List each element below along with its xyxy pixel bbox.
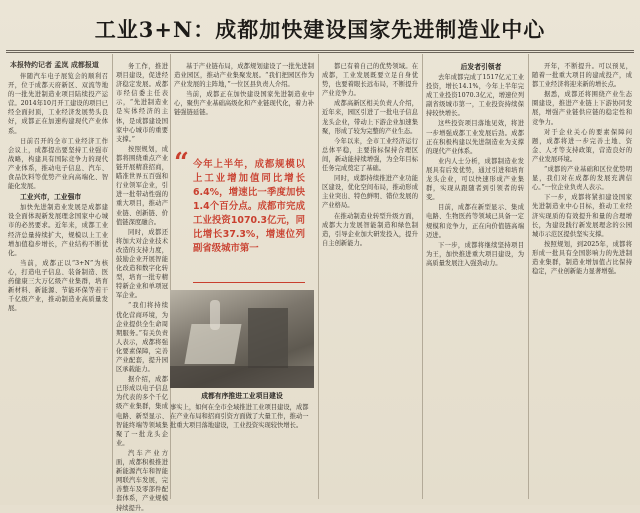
paragraph: 伴随汽车电子展览会的顺利召开，位于成都天府新区、双流等地的一批先进制造业项目陆续投产运营。2014年10月开工建设的项目已经全面封顶，工业经济发展势头良好，成都正在加速构建现代产业体系。 [8,73,108,135]
paragraph: 目前，成都在新型显示、集成电路、生物医药等领域已具备一定规模和竞争力，正在向价值链高端迈进。 [426,204,524,239]
column-4 [322,62,418,497]
paragraph: 业内人士分析，成都制造业发展具有后发优势，通过引进和培育龙头企业，可以快速形成产业集群，实现从跟随者到引领者的转变。 [426,157,524,202]
paragraph: 按照规划，成都将围绕重点产业链开展精准招商，瞄准世界五百强和行业领军企业，引进一批带动性强的重大项目，推动产业链、创新链、价值链深度融合。 [116,145,168,226]
paragraph: 对于企业关心的要素保障问题，成都将进一步完善土地、资金、人才等支持政策，营造良好的产业发展环境。 [532,128,632,163]
column-2 [116,62,168,512]
news-photo [170,290,314,388]
paragraph: 当前，成都正在加快建设国家先进制造业中心，聚焦产业基础高级化和产业链现代化，着力补链强链延链。 [174,91,314,117]
column-6 [532,62,632,497]
paragraph: 都已有着自己的优势领域。在成都，工业发展既要立足自身优势，也要着眼长远布局，不断提升产业竞争力。 [322,63,418,98]
paragraph: 务工作，推进项目建设，促进经济稳定发展。成都市经信委主任表示，“先进制造业是实体经济的主体，是成都建设国家中心城市的重要支撑。” [116,63,168,143]
paragraph: 按照规划，到2025年，成都将形成一批具有全国影响力的先进制造业集群，制造业增加值占比保持稳定，产业创新能力显著增强。 [532,240,632,276]
paragraph: 去年成都完成了1517亿元工业投资，增长14.1%，今年上半年完成工业投资1070.3亿元，增速位列副省级城市第一，工业投资持续保持较快增长。 [426,74,524,118]
paragraph: 开年，不断提升。可以预见，随着一批重大项目的建成投产，成都工业经济将迎来新的增长点。 [532,63,632,89]
paragraph: 下一步，成都将继续坚持项目为王，加快推进重大项目建设，为高质量发展注入强劲动力。 [426,241,524,267]
paragraph: “我们将持续优化营商环境，为企业提供全生命周期服务。”有关负责人表示，成都将强化要素保障，完善产业配套，提升园区承载能力。 [116,302,168,374]
paragraph: 今年以来，全市工业经济运行总体平稳，主要指标保持合理区间，新动能持续增强，为全年目标任务完成奠定了基础。 [322,137,418,173]
column-5 [426,62,524,497]
paragraph: “成都的产业基础和区位优势明显，我们对在成都的发展充满信心。”一位企业负责人表示。 [532,166,632,192]
column-divider [422,54,423,499]
headline-rule [6,50,634,51]
paragraph: 日前召开的全市工业经济工作会议上，成都提出要坚持工业强市战略，构建具有国际竞争力的现代产业体系，推动电子信息、汽车、食品饮料等优势产业向高端化、智能化发展。 [8,137,108,191]
photo-caption [170,392,314,430]
headline: 工业3+N：成都加快建设国家先进制造业中心 [94,17,546,42]
subheading: 工业兴市，工业强市 [20,193,82,202]
paragraph: 据介绍，成都已形成以电子信息为代表的多个千亿级产业集群，集成电路、新型显示、智能终端等领域集聚了一批龙头企业。 [116,376,168,447]
quote-rule [193,282,305,283]
photo-caption-text: 事实上，如何在全市全域推进工业项目建设，成都在产业布局和招商引资方面做了大量工作，推动一批重大项目落地建设，工业投资实现较快增长。 [170,404,309,429]
paragraph: 加快先进制造业发展是成都建设全面体现新发展理念国家中心城市的必然要求。近年来，成都工业经济总量持续扩大，规模以上工业增加值稳步增长，产业结构不断优化。 [8,204,108,257]
column-divider [112,54,113,499]
paragraph: 据悉，成都还将围绕产业生态圈建设，推进产业链上下游协同发展，增强产业链供应链的稳定性和竞争力。 [532,91,632,126]
byline: 本报特约记者 孟岚 成都报道 [10,61,99,69]
column-divider [318,54,319,499]
photo-caption-title: 成都有序推进工业项目建设 [201,392,283,400]
paragraph: 这些投资项目落地见效，将进一步增强成都工业发展后劲。成都正在积极构建以先进制造业为支撑的现代产业体系。 [426,120,524,155]
paragraph: 下一步，成都将紧扣建设国家先进制造业中心目标，推动工业经济实现质的有效提升和量的合理增长，为建设践行新发展理念的公园城市示范区提供坚实支撑。 [532,194,632,238]
paragraph: 成都高新区相关负责人介绍，近年来，园区引进了一批电子信息龙头企业，带动上下游企业加速集聚，形成了较为完整的产业生态。 [322,100,418,135]
paragraph: 同时，成都持续推进产业功能区建设，优化空间布局，推动形成主业突出、特色鲜明、错位发展的产业格局。 [322,175,418,210]
paragraph: 同时，成都还将加大对企业技术改造的支持力度，鼓励企业开展智能化改造和数字化转型，培育一批专精特新企业和单项冠军企业。 [116,228,168,300]
subheading: 后发者引领者 [460,63,502,71]
paragraph: 基于产业链布局，成都规划建设了一批先进制造业园区，推动产业集聚发展。“我们把园区作为产业发展的主阵地，”一位区县负责人介绍。 [174,63,314,89]
paragraph: 汽车产业方面，成都积极推进新能源汽车和智能网联汽车发展，完善整车及零部件配套体系，产业规模持续提升。 [116,449,168,512]
column-1 [8,72,108,497]
column-divider [170,54,171,499]
pull-quote: 今年上半年，成都规模以上工业增加值同比增长6.4%，增速比一季度加快1.4个百分点。成都市完成工业投资1070.3亿元，同比增长37.3%，增速位列副省级城市第一 [193,159,305,254]
paragraph: 在推动制造业转型升级方面，成都大力发展智能制造和绿色制造，引导企业加大研发投入，提升自主创新能力。 [322,212,418,247]
headline-rule-2 [6,52,634,53]
column-3 [174,62,314,148]
paragraph: 当前，成都正以“3+N”为核心，打造电子信息、装备制造、医药健康三大万亿级产业集群，培育新材料、新能源、节能环保等若干千亿级产业，推动制造业高质量发展。 [8,259,108,313]
column-divider [528,54,529,499]
quote-mark-icon: “ [174,148,189,178]
